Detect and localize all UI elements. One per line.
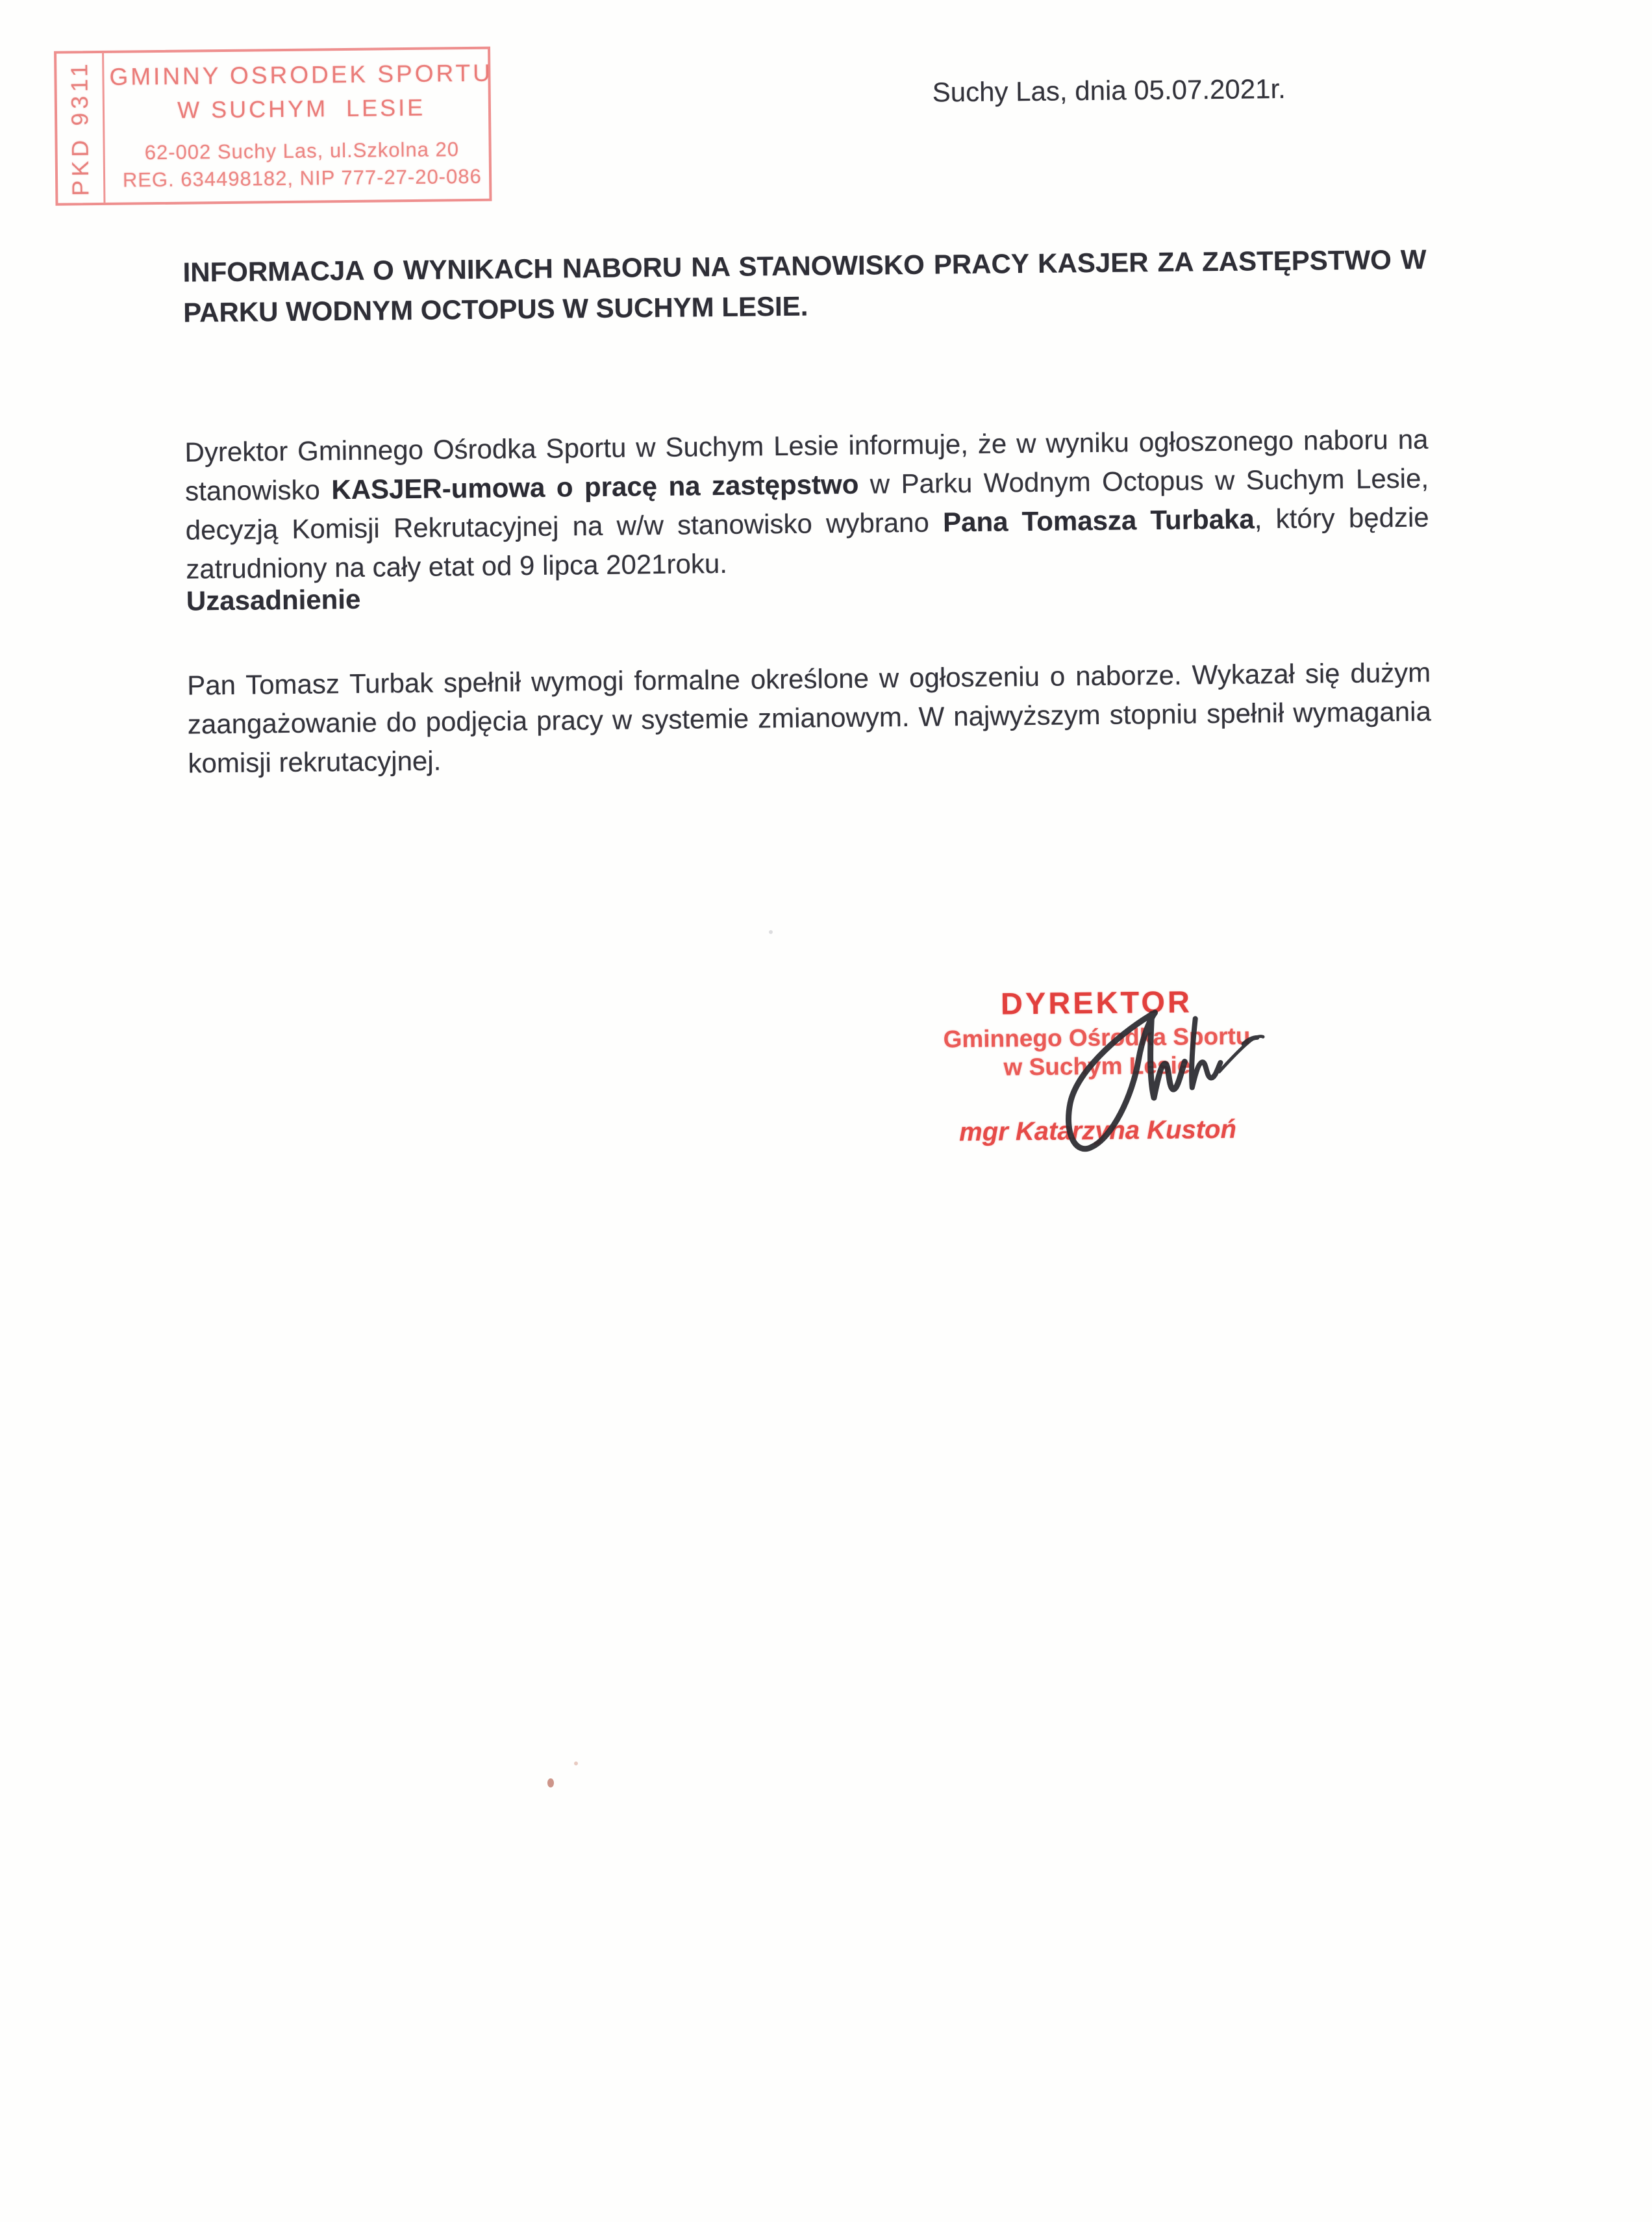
- stamp-org-name-line2: W SUCHYM LESIE: [177, 94, 426, 123]
- stamp-org-name-line1: GMINNY OSRODEK SPORTU: [109, 59, 494, 90]
- document-title: INFORMACJA O WYNIKACH NABORU NA STANOWISKO PRACY KASJER ZA ZASTĘPSTWO W PARKU WODNYM OCTOPUS W SUCHYM LESIE.: [182, 244, 1427, 328]
- scan-speck: [574, 1761, 578, 1765]
- paragraph-justification: Pan Tomasz Turbak spełnił wymogi formalne określone w ogłoszeniu o naborze. Wykazał się dużym zaangażowanie do podjęcia pracy w systemie zmianowym. W najwyższym stopniu spełnił wymagania komisji rekrutacyjnej.: [187, 657, 1432, 779]
- stamp-pkd-column: [56, 53, 105, 203]
- scan-speck: [769, 930, 773, 934]
- director-org-line2: w Suchym Lesie: [1003, 1052, 1191, 1081]
- paragraph1-bold-position: KASJER-umowa o pracę na zastępstwo: [331, 468, 859, 505]
- handwritten-signature-ink: [1056, 1000, 1272, 1164]
- organization-stamp: [54, 47, 492, 206]
- director-role-label: DYREKTOR: [1000, 984, 1193, 1021]
- stamp-reg-nip-line: REG. 634498182, NIP 777-27-20-086: [122, 164, 482, 192]
- stamp-address-line: 62-002 Suchy Las, ul.Szkolna 20: [144, 138, 460, 164]
- paragraph-announcement: [184, 420, 1429, 589]
- date-line: Suchy Las, dnia 05.07.2021r.: [932, 73, 1286, 108]
- stamp-body: [104, 49, 499, 203]
- scan-speck: [547, 1778, 554, 1787]
- stamp-pkd-code: PKD 9311: [66, 60, 94, 197]
- director-name: mgr Katarzyna Kustoń: [958, 1115, 1237, 1147]
- justification-heading: Uzasadnienie: [186, 583, 361, 616]
- paragraph1-text-2: w Parku Wodnym Octopus w Suchym Lesie, decyzją Komisji Rekrutacyjnej na w/w stanowisko wybrano: [185, 462, 1429, 546]
- paragraph1-text-1: Dyrektor Gminnego Ośrodka Sportu w Suchym Lesie informuje, że w wyniku ogłoszonego naboru na stanowisko: [184, 423, 1429, 507]
- paragraph1-text-3: , który będzie zatrudniony na cały etat od 9 lipca 2021roku.: [186, 501, 1429, 585]
- director-org-line1: Gminnego Ośrodka Sportu: [943, 1022, 1251, 1053]
- paragraph1-bold-name: Pana Tomasza Turbaka: [942, 503, 1255, 538]
